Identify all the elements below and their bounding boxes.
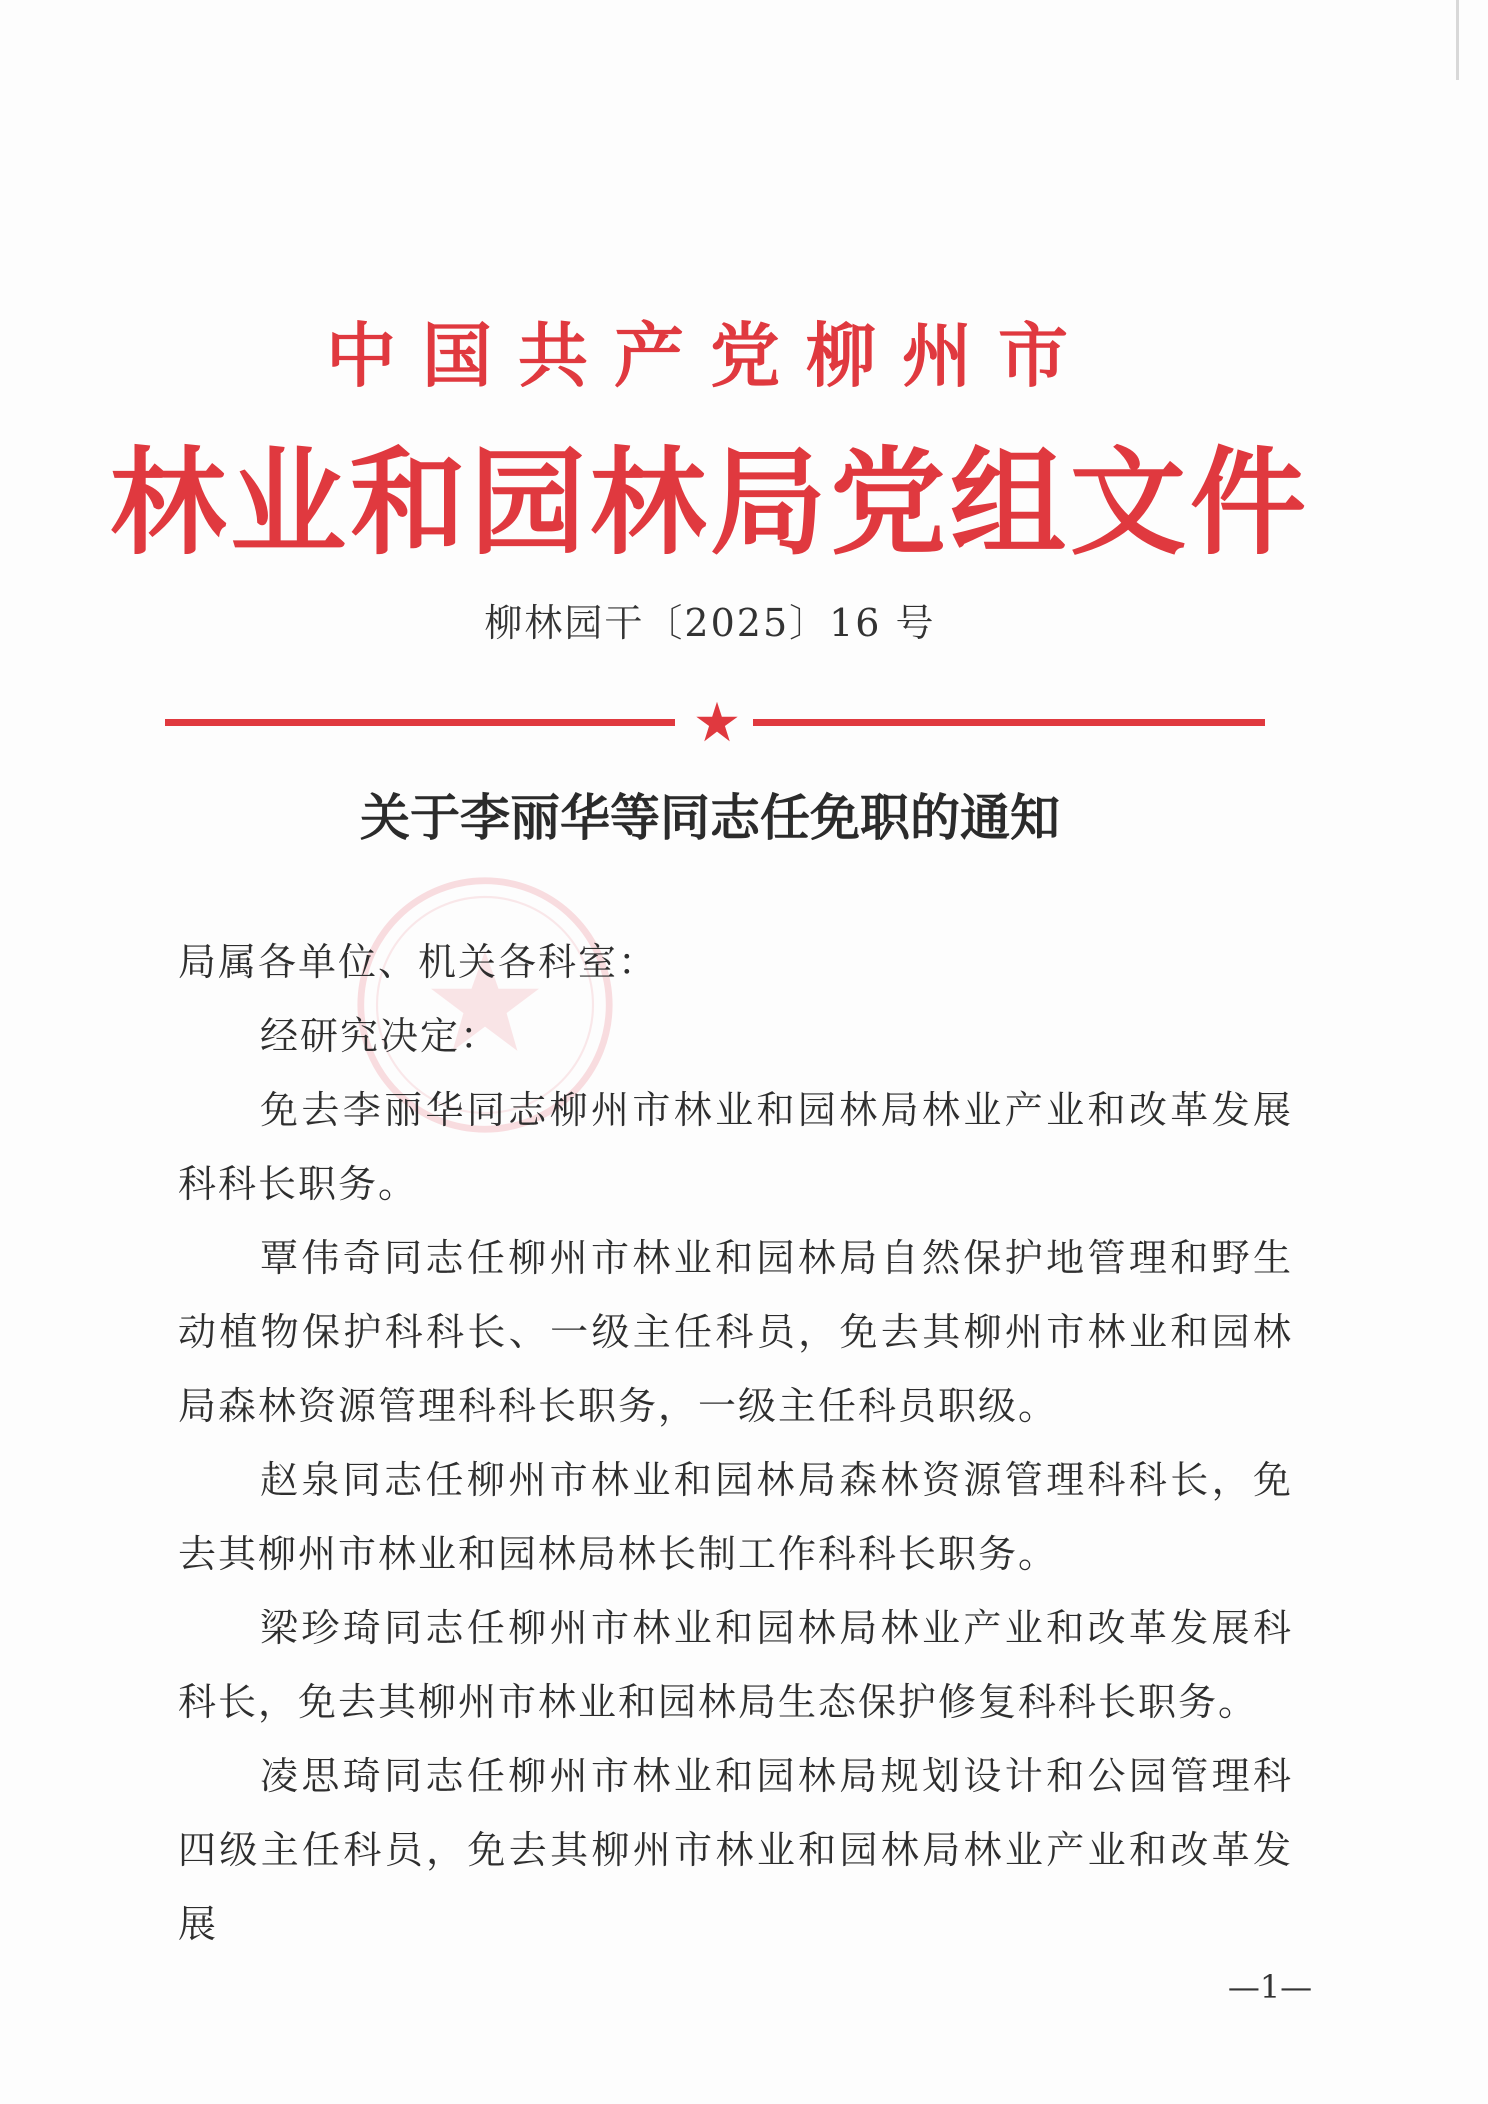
paragraph: 梁珍琦同志任柳州市林业和园林局林业产业和改革发展科科长，免去其柳州市林业和园林局生态保护修复科科长职务。 [178, 1606, 1293, 1724]
red-divider [165, 700, 1265, 744]
paragraph: 覃伟奇同志任柳州市林业和园林局自然保护地管理和野生动植物保护科科长、一级主任科员，免去其柳州市林业和园林局森林资源管理科科长职务，一级主任科员职级。 [178, 1236, 1293, 1428]
issuer-header-line1: 中国共产党柳州市 [326, 315, 1094, 397]
paragraph: 经研究决定： [260, 1014, 501, 1058]
divider-left-bar [165, 719, 675, 726]
red-star-icon [695, 700, 739, 744]
divider-right-bar [753, 719, 1265, 726]
paragraph: 赵泉同志任柳州市林业和园林局森林资源管理科科长，免去其柳州市林业和园林局林长制工作科科长职务。 [178, 1458, 1293, 1576]
document-title: 关于李丽华等同志任免职的通知 [360, 789, 1060, 847]
scan-edge [1456, 0, 1459, 80]
issuer-header-line2: 林业和园林局党组文件 [110, 436, 1310, 571]
salutation: 局属各单位、机关各科室： [178, 940, 659, 984]
page-number: —1— [1227, 1968, 1313, 2006]
document-number: 柳林园干〔2025〕16 号 [484, 601, 936, 645]
document-body [178, 925, 1293, 1961]
paragraph: 凌思琦同志任柳州市林业和园林局规划设计和公园管理科四级主任科员，免去其柳州市林业和园林局林业产业和改革发展 [178, 1754, 1293, 1946]
paragraph: 免去李丽华同志柳州市林业和园林局林业产业和改革发展科科长职务。 [178, 1088, 1293, 1206]
